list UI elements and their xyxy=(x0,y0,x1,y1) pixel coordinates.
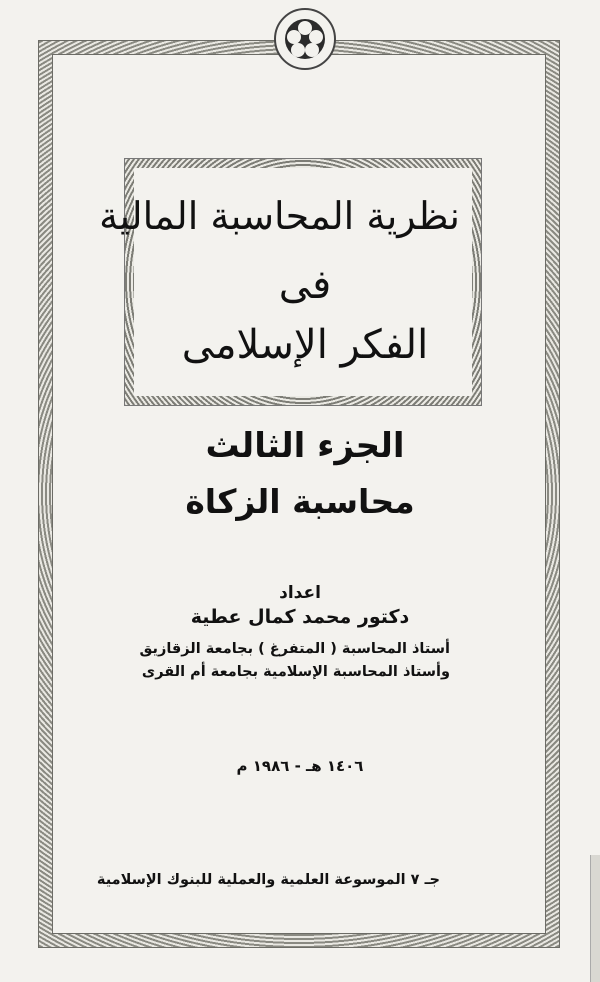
author-position-2: وأستاذ المحاسبة الإسلامية بجامعة أم القرى xyxy=(141,664,450,680)
prepared-by-label: اعداد xyxy=(279,583,321,603)
part-heading: الجزء الثالث xyxy=(205,426,405,466)
author-position-1: أستاذ المحاسبة ( المتفرغ ) بجامعة الزقازيق xyxy=(139,641,450,657)
flower-emblem-icon xyxy=(274,8,336,70)
title-line-2: فى xyxy=(278,262,332,308)
publication-date: ١٤٠٦ هـ - ١٩٨٦ م xyxy=(236,757,364,775)
subject-heading: محاسبة الزكاة xyxy=(185,482,415,521)
title-line-3: الفكر الإسلامى xyxy=(181,322,429,368)
author-name: دكتور محمد كمال عطية xyxy=(190,606,410,628)
series-title: جـ ٧ الموسوعة العلمية والعملية للبنوك الإسلامية xyxy=(96,872,440,888)
library-stamp-edge xyxy=(590,855,600,982)
emblem-center xyxy=(285,19,325,59)
title-line-1: نظرية المحاسبة المالية xyxy=(99,194,460,238)
